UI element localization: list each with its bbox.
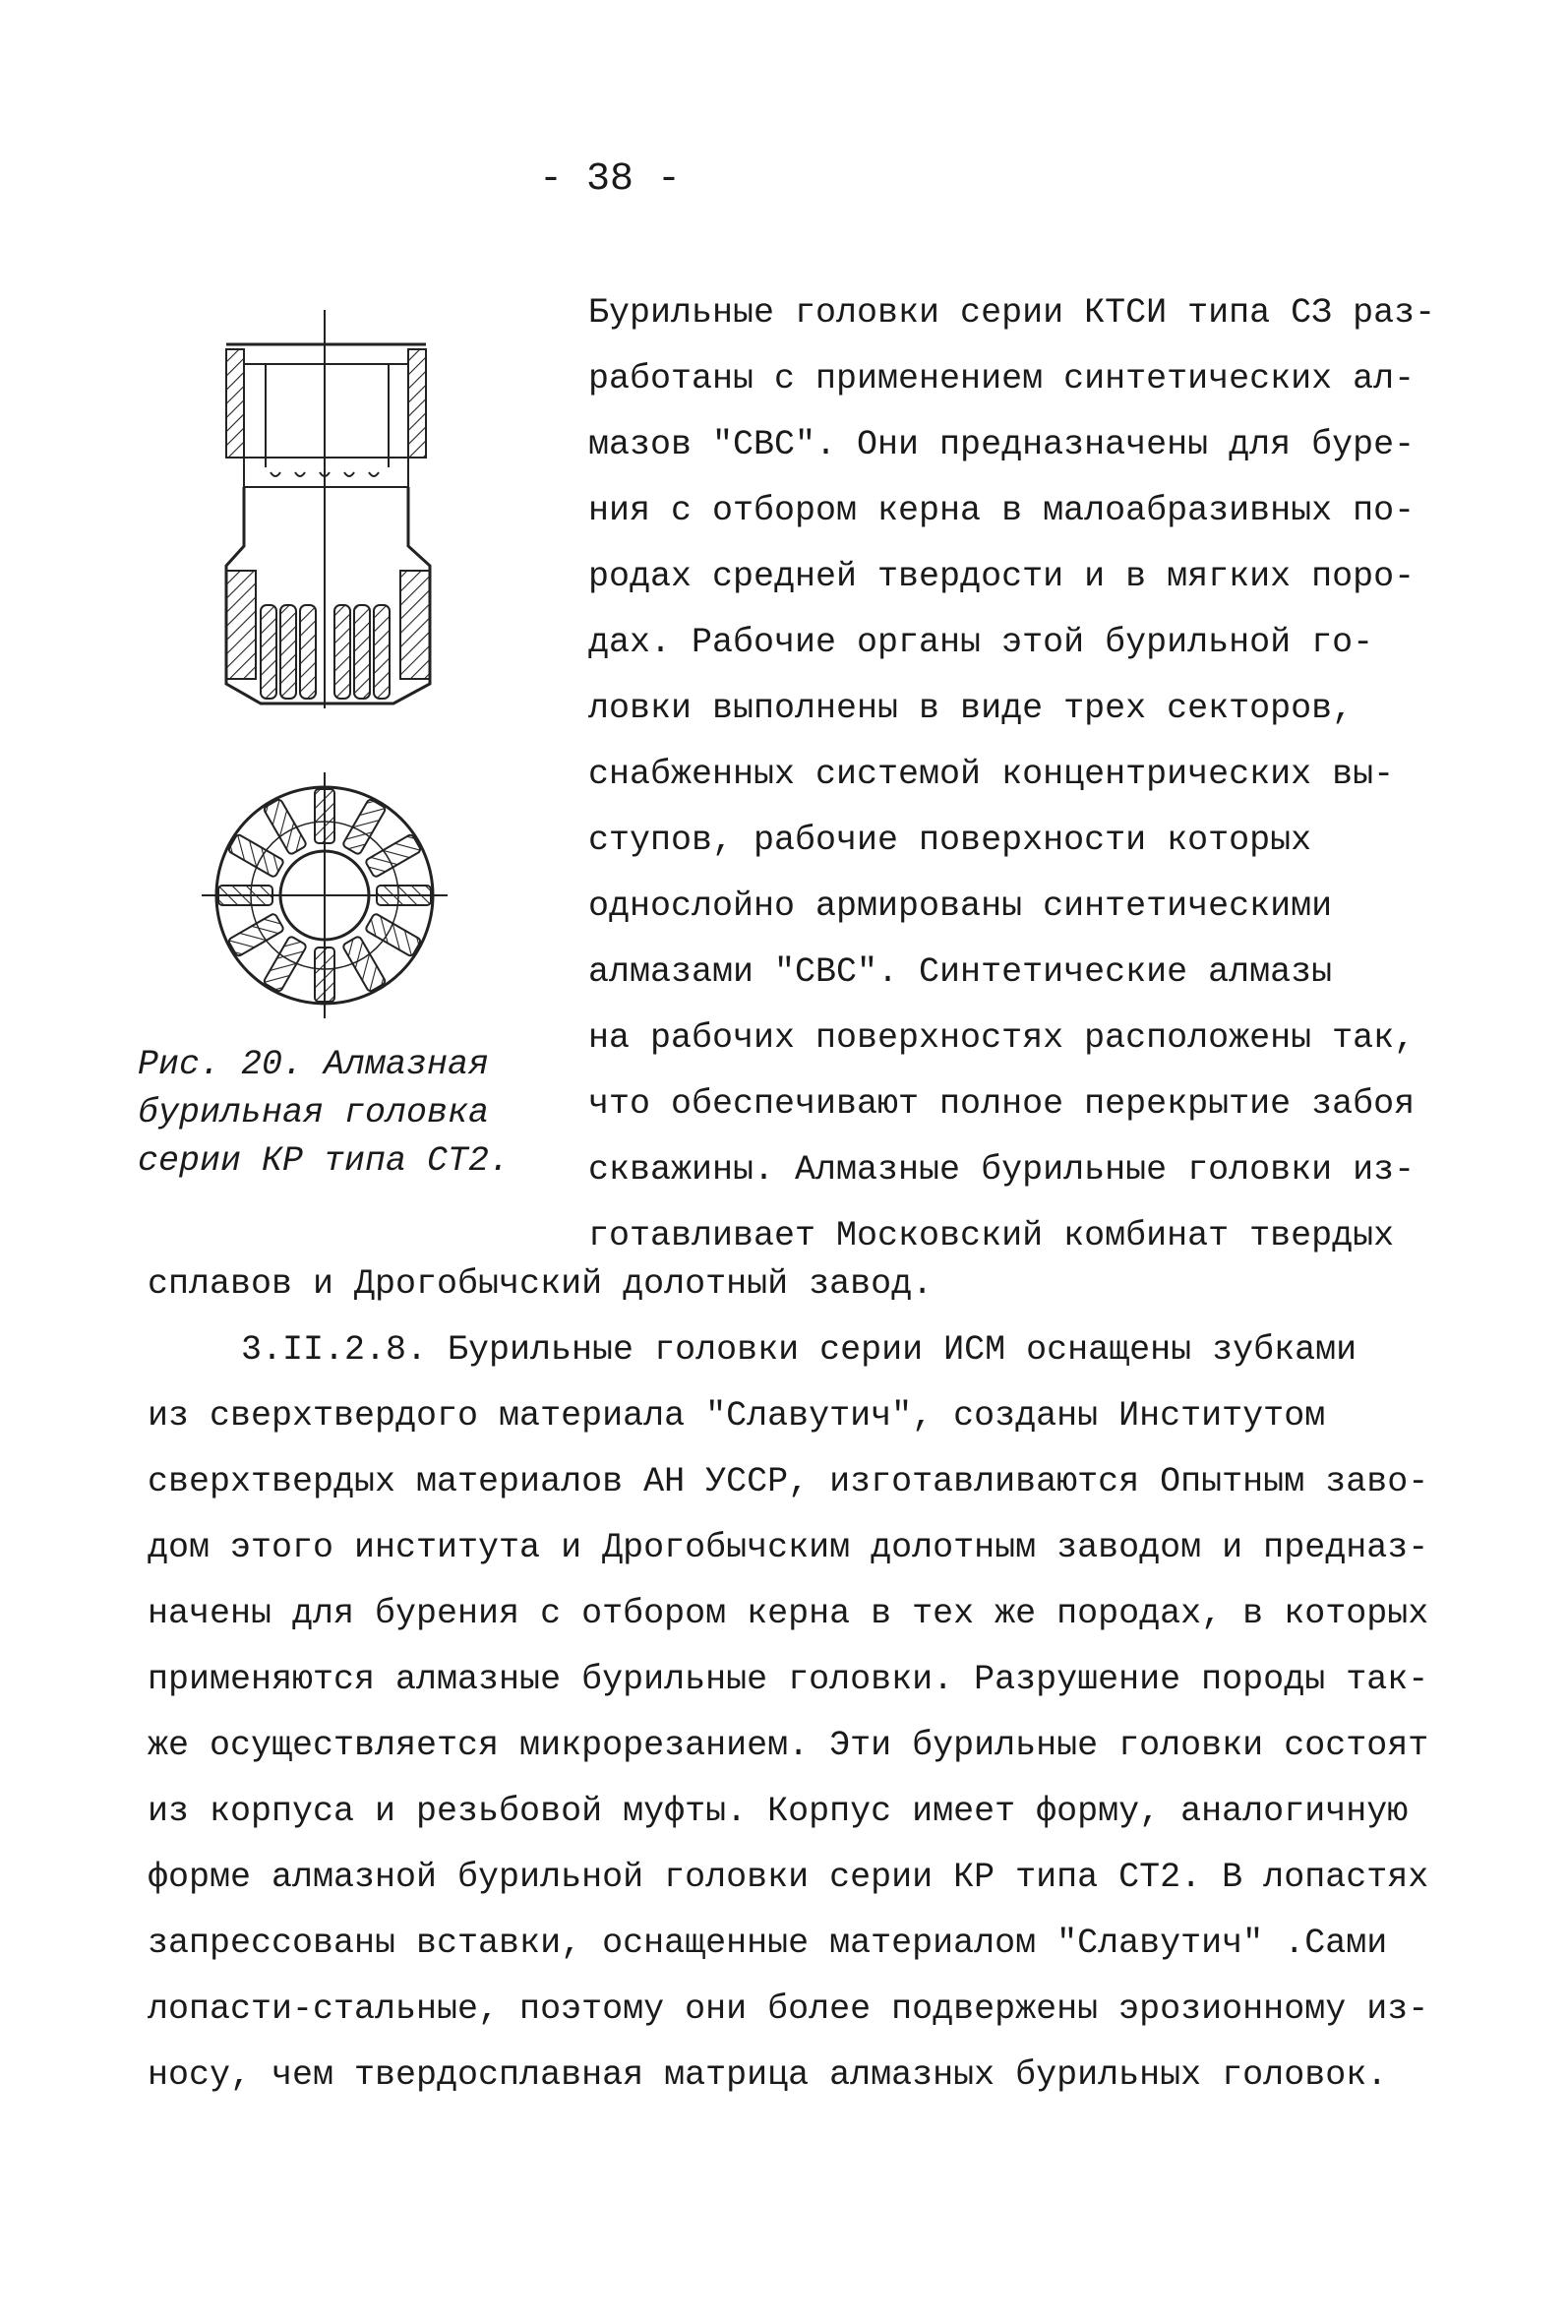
right-column-text <box>588 280 1503 1269</box>
text-line: алмазами "СВС". Синтетические алмазы <box>588 952 1333 992</box>
text-line: сплавов и Дрогобычский долотный завод. <box>148 1264 934 1304</box>
full-width-text <box>148 1252 1456 2109</box>
drill-head-section-view <box>226 310 430 708</box>
drill-head-drawing <box>172 290 512 1038</box>
text-line: из сверхтвердого материала "Славутич", созданы Институтом <box>148 1396 1326 1436</box>
text-line: что обеспечивают полное перекрытие забоя <box>588 1084 1416 1124</box>
text-line: однослойно армированы синтетическими <box>588 887 1333 926</box>
figure-20 <box>172 290 512 1038</box>
caption-line: Рис. 20. Алмазная <box>138 1045 490 1084</box>
caption-line: бурильная головка <box>138 1093 490 1132</box>
text-line: же осуществляется микрорезанием. Эти бурильные головки состоят <box>148 1726 1429 1765</box>
text-line: ступов, рабочие поверхности которых <box>588 821 1312 860</box>
text-line: дах. Рабочие органы этой бурильной го- <box>588 623 1374 662</box>
text-line: готавливает Московский комбинат твердых <box>588 1216 1395 1255</box>
text-line: скважины. Алмазные бурильные головки из- <box>588 1150 1416 1190</box>
text-line: работаны с применением синтетических ал- <box>588 359 1416 398</box>
text-line: ловки выполнены в виде трех секторов, <box>588 689 1354 728</box>
text-line: носу, чем твердосплавная матрица алмазных бурильных головок. <box>148 2055 1388 2095</box>
text-line: снабженных системой концентрических вы- <box>588 755 1395 794</box>
text-line: из корпуса и резьбовой муфты. Корпус имеет форму, аналогичную <box>148 1792 1409 1831</box>
text-line: начены для бурения с отбором керна в тех же породах, в которых <box>148 1594 1429 1633</box>
drill-head-face-view <box>202 772 448 1018</box>
text-line: запрессованы вставки, оснащенные материалом "Славутич" .Сами <box>148 1924 1388 1963</box>
text-line: на рабочих поверхностях расположены так, <box>588 1018 1416 1058</box>
text-line: дом этого института и Дрогобычским долотным заводом и предназ- <box>148 1528 1429 1567</box>
paragraph-start-line: 3.II.2.8. Бурильные головки серии ИСМ оснащены зубками <box>241 1330 1357 1370</box>
page-number: - 38 - <box>538 157 682 202</box>
text-line: мазов "СВС". Они предназначены для буре- <box>588 425 1416 464</box>
text-line: ния с отбором керна в малоабразивных по- <box>588 491 1416 530</box>
text-line: применяются алмазные бурильные головки. Разрушение породы так- <box>148 1660 1429 1699</box>
text-line: форме алмазной бурильной головки серии КР типа СТ2. В лопастях <box>148 1858 1429 1897</box>
text-line: Бурильные головки серии КТСИ типа СЗ раз- <box>588 293 1436 333</box>
text-line: сверхтвердых материалов АН УССР, изготавливаются Опытным заво- <box>148 1462 1429 1501</box>
figure-caption <box>138 1041 531 1186</box>
text-line: лопасти-стальные, поэтому они более подвержены эрозионному из- <box>148 1989 1429 2029</box>
text-line: родах средней твердости и в мягких поро- <box>588 557 1416 596</box>
caption-line: серии КР типа СТ2. <box>138 1141 511 1181</box>
